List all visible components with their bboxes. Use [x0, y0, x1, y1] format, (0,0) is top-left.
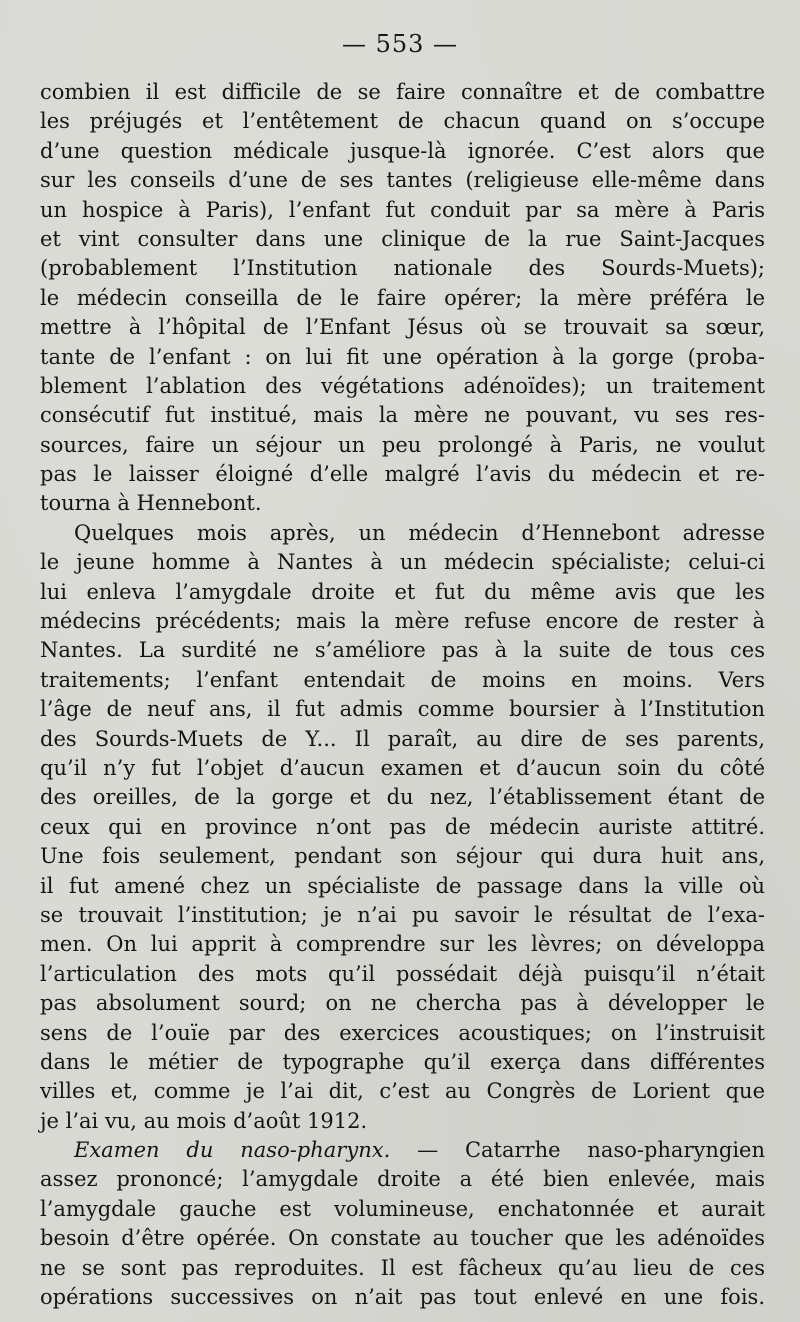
text-line: l’amygdale gauche est volumineuse, enchatonnée et aurait — [40, 1196, 765, 1221]
text-line: sens de l’ouïe par des exercices acoustiques; on l’instruisit — [40, 1020, 765, 1045]
text-line: besoin d’être opérée. On constate au toucher que les adénoïdes — [40, 1226, 765, 1251]
exam-heading-line — [40, 1136, 765, 1165]
text-line: se trouvait l’institution; je n’ai pu savoir le résultat de l’exa- — [40, 902, 765, 927]
text-line: médecins précédents; mais la mère refuse encore de rester à — [40, 609, 765, 634]
text-line: des oreilles, de la gorge et du nez, l’établissement étant de — [40, 785, 765, 810]
text-line: Nantes. La surdité ne s’améliore pas à la suite de tous ces — [40, 638, 765, 663]
text-line: opérations successives on n’ait pas tout enlevé en une fois. — [40, 1285, 765, 1310]
text-line: tourna à Hennebont. — [40, 491, 262, 516]
exam-heading: Examen du naso-pharynx. — [74, 1138, 391, 1163]
text-line: le médecin conseilla de le faire opérer; la mère préféra le — [40, 285, 765, 310]
text-line: combien il est difficile de se faire connaître et de combattre — [40, 80, 765, 104]
text-line: mettre à l’hôpital de l’Enfant Jésus où se trouvait sa sœur, — [40, 315, 765, 340]
text-line: et vint consulter dans une clinique de la rue Saint-Jacques — [40, 226, 765, 251]
text-line: villes et, comme je l’ai dit, c’est au Congrès de Lorient que — [40, 1079, 765, 1104]
text-line: men. On lui apprit à comprendre sur les lèvres; on développa — [40, 932, 765, 957]
text-line: je l’ai vu, au mois d’août 1912. — [40, 1108, 368, 1133]
text-line: blement l’ablation des végétations adénoïdes); un traitement — [40, 373, 765, 398]
text-line: pas absolument sourd; on ne chercha pas à développer le — [40, 991, 765, 1016]
text-line: ceux qui en province n’ont pas de médecin auriste attitré. — [40, 814, 765, 839]
text-line: sur les conseils d’une de ses tantes (religieuse elle-même dans — [40, 168, 765, 193]
text-line: l’articulation des mots qu’il possédait déjà puisqu’il n’était — [40, 961, 765, 986]
text-line: le jeune homme à Nantes à un médecin spécialiste; celui-ci — [40, 550, 765, 575]
text-line: Une fois seulement, pendant son séjour qui dura huit ans, — [40, 844, 765, 869]
text-line: d’une question médicale jusque-là ignorée. C’est alors que — [40, 138, 765, 163]
text-line: il fut amené chez un spécialiste de passage dans la ville où — [40, 873, 765, 898]
text-line: pas le laisser éloigné d’elle malgré l’avis du médecin et re- — [40, 462, 765, 487]
paragraph-start-line: Quelques mois après, un médecin d’Hennebont adresse — [74, 520, 765, 545]
text-line: tante de l’enfant : on lui fit une opération à la gorge (proba- — [40, 344, 765, 369]
exam-heading-rest: — Catarrhe naso-pharyngien — [390, 1138, 765, 1163]
text-line: des Sourds-Muets de Y... Il paraît, au dire de ses parents, — [40, 726, 765, 751]
body-text — [40, 78, 765, 1312]
text-line: un hospice à Paris), l’enfant fut conduit par sa mère à Paris — [40, 197, 765, 222]
page-number: — 553 — — [341, 30, 459, 58]
text-line: dans le métier de typographe qu’il exerça dans différentes — [40, 1049, 765, 1074]
text-line: sources, faire un séjour un peu prolongé à Paris, ne voulut — [40, 432, 765, 457]
text-line: lui enleva l’amygdale droite et fut du même avis que les — [40, 579, 765, 604]
text-line: consécutif fut institué, mais la mère ne pouvant, vu ses res- — [40, 403, 765, 428]
text-line: l’âge de neuf ans, il fut admis comme boursier à l’Institution — [40, 697, 765, 722]
text-line: traitements; l’enfant entendait de moins en moins. Vers — [40, 667, 765, 692]
text-line: qu’il n’y fut l’objet d’aucun examen et d’aucun soin du côté — [40, 755, 765, 780]
text-line: assez prononcé; l’amygdale droite a été bien enlevée, mais — [40, 1167, 765, 1192]
text-line: les préjugés et l’entêtement de chacun quand on s’occupe — [40, 109, 765, 134]
text-line: ne se sont pas reproduites. Il est fâcheux qu’au lieu de ces — [40, 1255, 765, 1280]
text-line: (probablement l’Institution nationale des Sourds-Muets); — [40, 256, 765, 281]
